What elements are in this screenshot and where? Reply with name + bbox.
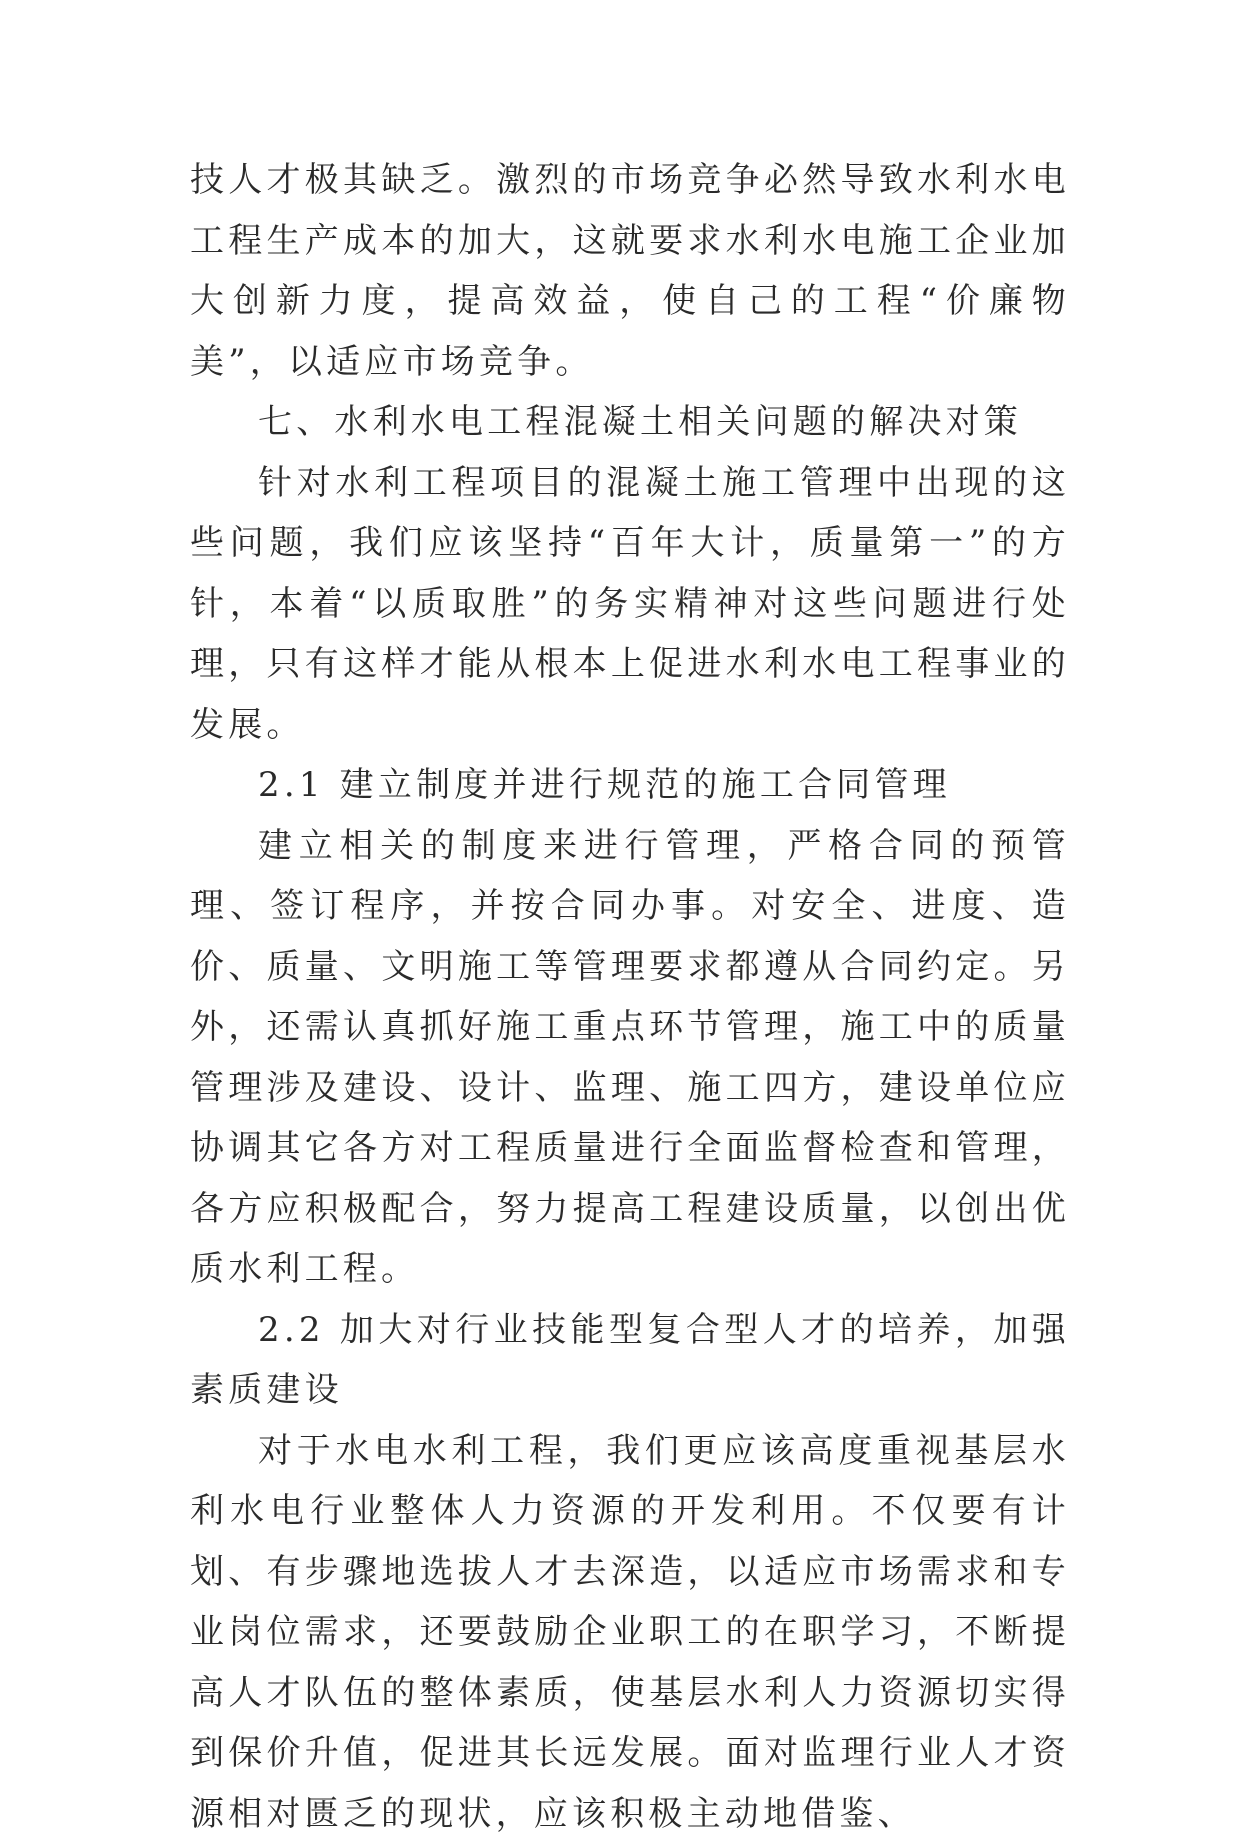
paragraph-intro: 针对水利工程项目的混凝土施工管理中出现的这些问题，我们应该坚持“百年大计，质量第一”的方针，本着“以质取胜”的务实精神对这些问题进行处理，只有这样才能从根本上促进水利水电工程事业的发展。 [190,453,1070,756]
section-heading-7: 七、水利水电工程混凝土相关问题的解决对策 [190,392,1070,453]
paragraph-continued: 技人才极其缺乏。激烈的市场竞争必然导致水利水电工程生产成本的加大，这就要求水利水电施工企业加大创新力度，提高效益，使自己的工程“价廉物美”，以适应市场竞争。 [190,150,1070,392]
paragraph-talent-training: 对于水电水利工程，我们更应该高度重视基层水利水电行业整体人力资源的开发利用。不仅要有计划、有步骤地选拔人才去深造，以适应市场需求和专业岗位需求，还要鼓励企业职工的在职学习，不断提高人才队伍的整体素质，使基层水利人力资源切实得到保价升值，促进其长远发展。面对监理行业人才资源相对匮乏的现状，应该积极主动地借鉴、 [190,1421,1070,1844]
document-body [190,150,1070,1844]
subsection-heading-2-1: 2.1 建立制度并进行规范的施工合同管理 [190,755,1070,816]
paragraph-contract-management: 建立相关的制度来进行管理，严格合同的预管理、签订程序，并按合同办事。对安全、进度、造价、质量、文明施工等管理要求都遵从合同约定。另外，还需认真抓好施工重点环节管理，施工中的质量管理涉及建设、设计、监理、施工四方，建设单位应协调其它各方对工程质量进行全面监督检查和管理，各方应积极配合，努力提高工程建设质量，以创出优质水利工程。 [190,816,1070,1300]
subsection-heading-2-2: 2.2 加大对行业技能型复合型人才的培养，加强素质建设 [190,1300,1070,1421]
